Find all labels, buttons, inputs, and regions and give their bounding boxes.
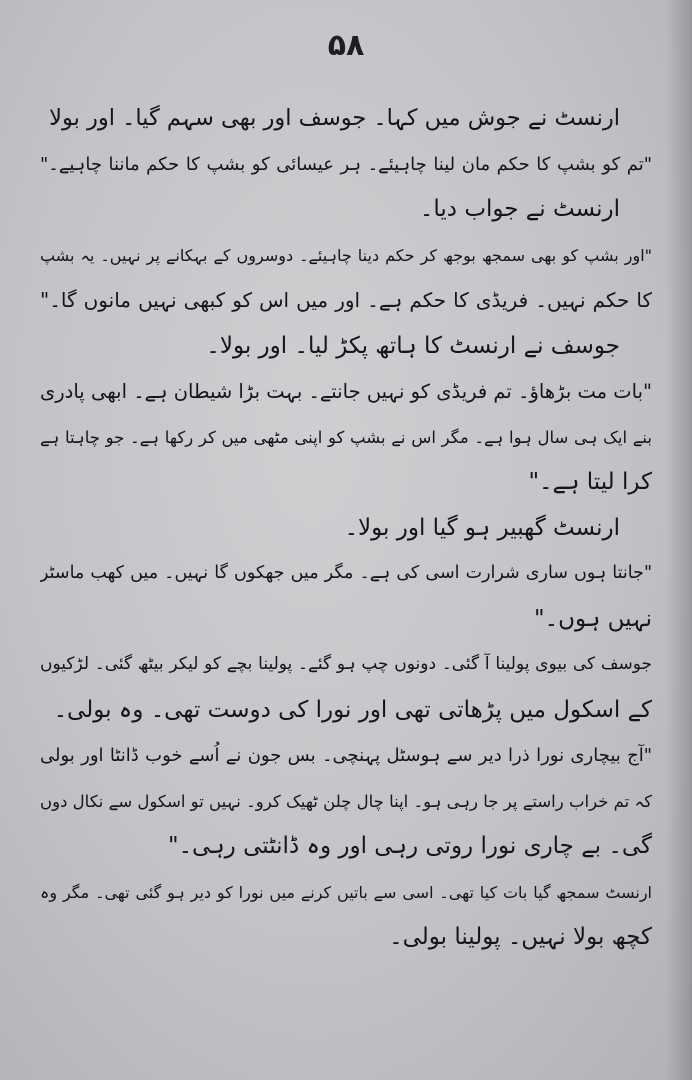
text-body [40, 96, 652, 961]
text-line: جوسف نے ارنسٹ کا ہاتھ پکڑ لیا۔ اور بولا۔ [206, 332, 620, 359]
text-line: "جانتا ہوں ساری شرارت اسی کی ہے۔ مگر میں جھکوں گا نہیں۔ میں کھب ماسٹر [40, 563, 652, 583]
text-line: ارنسٹ گھبیر ہو گیا اور بولا۔ [344, 514, 620, 541]
text-line: "تم کو بشپ کا حکم مان لینا چاہیئے۔ ہر عیسائی کو بشپ کا حکم ماننا چاہیے۔" [40, 153, 652, 175]
text-line: ارنسٹ نے جوش میں کہا۔ جوسف اور بھی سہم گیا۔ اور بولا [49, 105, 620, 131]
text-line: نہیں ہوں۔" [534, 605, 652, 632]
text-line: ارنسٹ سمجھ گیا بات کیا تھی۔ اسی سے باتیں کرنے میں نورا کو دیر ہو گئی تھی۔ مگر وہ [40, 882, 652, 902]
text-line: کرا لیتا ہے۔" [528, 469, 652, 495]
text-line: بنے ایک ہی سال ہوا ہے۔ مگر اس نے بشپ کو اپنی مٹھی میں کر رکھا ہے۔ جو چاہتا ہے [40, 427, 652, 447]
text-line: "بات مت بڑھاؤ۔ تم فریڈی کو نہیں جانتے۔ بہت بڑا شیطان ہے۔ ابھی پادری [40, 380, 652, 403]
text-line: کا حکم نہیں۔ فریڈی کا حکم ہے۔ اور میں اس کو کبھی نہیں مانوں گا۔" [40, 288, 652, 312]
text-line: جوسف کی بیوی پولینا آ گئی۔ دونوں چپ ہو گئے۔ پولینا بچے کو لیکر بیٹھ گئی۔ لڑکیوں [40, 654, 652, 674]
text-line: ارنسٹ نے جواب دیا۔ [419, 196, 620, 222]
page-number: ۵۸ [327, 28, 365, 63]
text-line: گی۔ بے چاری نورا روتی رہی اور وہ ڈانٹتی رہی۔" [167, 833, 652, 859]
text-line: کہ تم خراب راستے پر جا رہی ہو۔ اپنا چال چلن ٹھیک کرو۔ نہیں تو اسکول سے نکال دوں [40, 791, 652, 811]
text-line: کچھ بولا نہیں۔ پولینا بولی۔ [389, 924, 652, 950]
text-line: کے اسکول میں پڑھاتی تھی اور نورا کی دوست تھی۔ وہ بولی۔ [53, 696, 652, 723]
text-line: "اور بشپ کو بھی سمجھ بوجھ کر حکم دینا چاہیئے۔ دوسروں کے بہکانے پر نہیں۔ یہ بشپ [40, 245, 652, 265]
text-line: "آج بیچاری نورا ذرا دیر سے ہوسٹل پہنچی۔ بس جون نے اُسے خوب ڈانٹا اور بولی [40, 745, 652, 766]
